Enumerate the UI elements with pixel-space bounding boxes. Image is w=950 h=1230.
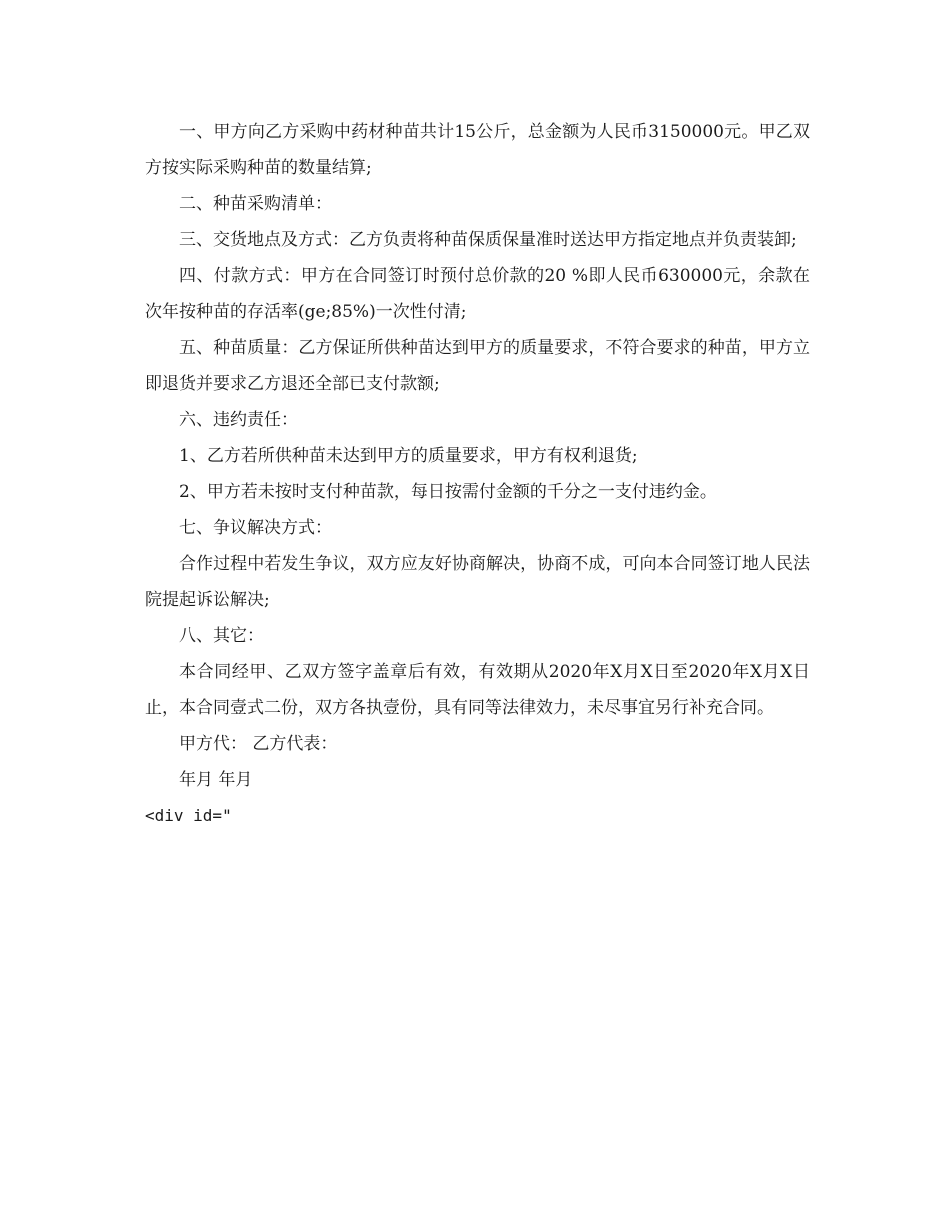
clause-4-payment: 四、付款方式：甲方在合同签订时预付总价款的20 %即人民币630000元，余款在次年按种苗的存活率(ge;85%)一次性付清; [145,266,810,322]
clause-7-dispute-heading: 七、争议解决方式： [179,518,332,538]
signature-line: 甲方代： 乙方代表： [179,734,338,754]
clause-1-purchase-total: 一、甲方向乙方采购中药材种苗共计15公斤，总金额为人民币3150000元。甲乙双方按实际采购种苗的数量结算; [145,122,810,178]
clause-6-breach-heading: 六、违约责任： [179,410,298,430]
clause-3-delivery: 三、交货地点及方式：乙方负责将种苗保质保量准时送达甲方指定地点并负责装卸; [179,230,797,250]
clause-8-other-heading: 八、其它： [179,626,264,646]
clause-5-quality: 五、种苗质量：乙方保证所供种苗达到甲方的质量要求，不符合要求的种苗，甲方立即退货并要求乙方退还全部已支付款额; [145,338,810,394]
clause-8-validity-body: 本合同经甲、乙双方签字盖章后有效，有效期从2020年X月X日至2020年X月X日止，本合同壹式二份，双方各执壹份，具有同等法律效力，未尽事宜另行补充合同。 [145,662,810,718]
clause-2-seedling-list: 二、种苗采购清单： [179,194,332,214]
clause-6-item-2: 2、甲方若未按时支付种苗款，每日按需付金额的千分之一支付违约金。 [179,482,717,502]
clause-7-dispute-body: 合作过程中若发生争议，双方应友好协商解决，协商不成，可向本合同签订地人民法院提起诉讼解决; [145,554,810,610]
document-body [145,114,810,834]
date-line: 年月 年月 [179,770,253,790]
stray-code-fragment: <div id=" [145,806,232,825]
clause-6-item-1: 1、乙方若所供种苗未达到甲方的质量要求，甲方有权利退货; [179,446,638,466]
